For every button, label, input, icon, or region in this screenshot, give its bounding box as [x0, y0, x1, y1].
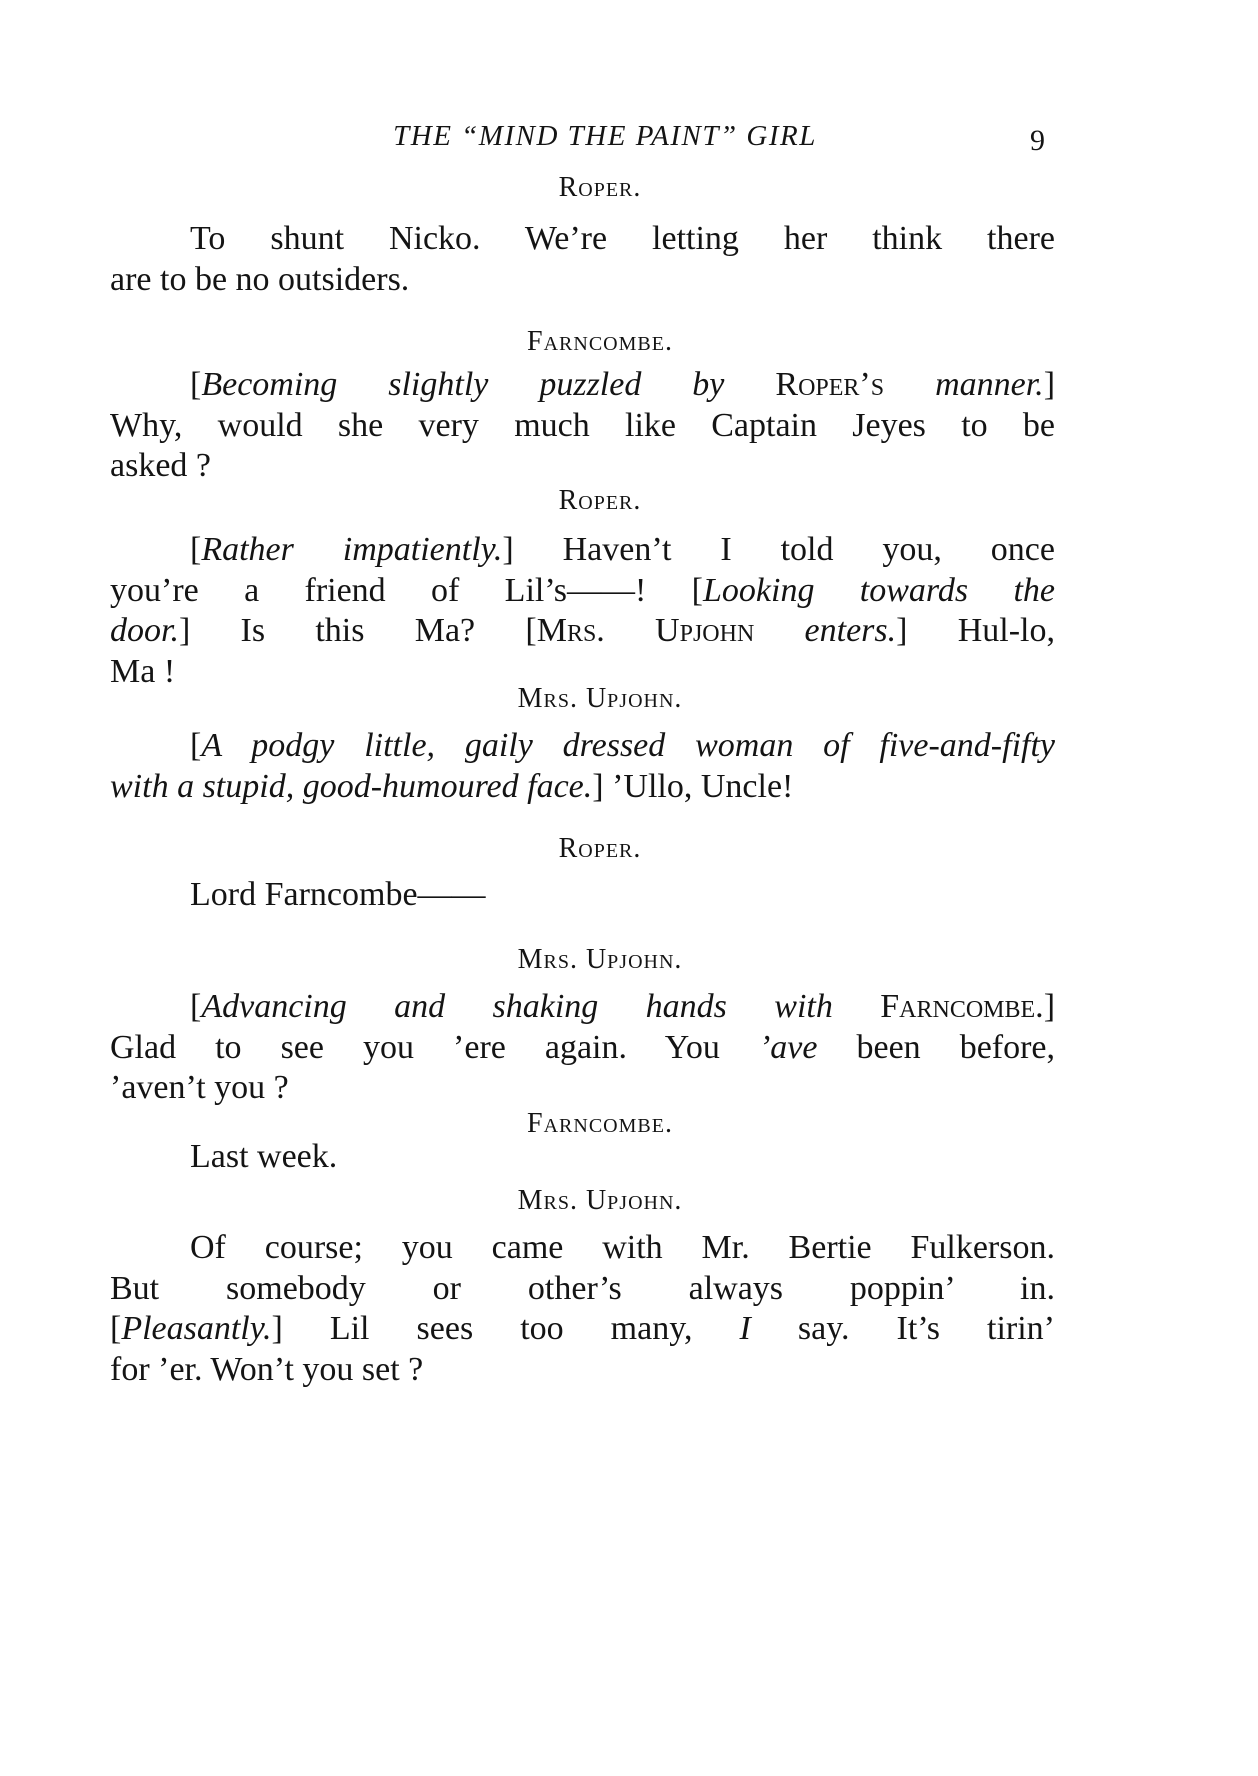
stage-direction: Pleasantly. [121, 1310, 272, 1347]
stage-direction: Rather impatiently. [201, 531, 503, 568]
dialogue-line: But somebody or other’s always poppin’ in. [110, 1269, 1055, 1307]
character-name: Roper’s [775, 366, 885, 403]
dialogue-line: Why, would she very much like Captain Jeyes to be [110, 406, 1055, 444]
stage-direction: enters. [804, 612, 897, 649]
dialogue-line: for ’er. Won’t you set ? [110, 1350, 424, 1388]
dialogue-line: To shunt Nicko. We’re letting her think there [190, 220, 1055, 257]
dialogue-line: [Advancing and shaking hands with Farncombe.] [190, 988, 1056, 1025]
dialogue-line: ’aven’t you ? [110, 1069, 289, 1106]
dialogue-paragraph [110, 530, 1055, 692]
speaker-heading: Mrs. Upjohn. [517, 683, 683, 714]
character-name: Farncombe. [880, 988, 1044, 1025]
dialogue-line: Lord Farncombe—— [190, 876, 486, 913]
stage-direction: with a stupid, good-humoured face. [110, 767, 593, 805]
dialogue-paragraph [110, 726, 1055, 807]
speaker-heading: Roper. [558, 172, 642, 203]
speaker-heading: Mrs. Upjohn. [517, 1185, 683, 1216]
stage-direction: Advancing and shaking hands with [201, 988, 833, 1025]
stage-direction: door. [110, 612, 179, 649]
stage-direction: A podgy little, gaily dressed woman of five-and-fifty [201, 727, 1055, 764]
dialogue-line: Last week. [190, 1138, 338, 1175]
speaker-heading: Mrs. Upjohn. [517, 944, 683, 975]
dialogue-paragraph [110, 365, 1056, 487]
dialogue-line: Of course; you came with Mr. Bertie Fulkerson. [190, 1229, 1055, 1266]
speaker-heading: Roper. [558, 833, 642, 864]
running-title: THE “MIND THE PAINT” GIRL [393, 120, 817, 152]
dialogue-line: Glad to see you ’ere again. You ’ave been before, [110, 1028, 1056, 1066]
bracket: ] [1043, 366, 1056, 403]
dialogue-line: with a stupid, good-humoured face.] ’Ullo, Uncle! [110, 767, 794, 805]
character-name: Mrs. Upjohn [536, 612, 755, 649]
dialogue-line: [A podgy little, gaily dressed woman of five-and-fifty [190, 727, 1055, 764]
speaker-heading: Farncombe. [527, 326, 673, 357]
speaker-heading: Roper. [558, 485, 642, 516]
dialogue-paragraph [110, 1228, 1056, 1390]
dialogue-paragraph [110, 219, 1055, 300]
dialogue-line: Ma ! [110, 652, 176, 690]
stage-direction: Becoming slightly puzzled by [201, 366, 725, 403]
dialogue-line: asked ? [110, 447, 212, 484]
stage-direction: Looking towards the [703, 571, 1055, 609]
dialogue-paragraph [150, 1137, 1055, 1178]
dialogue-line [150, 365, 1055, 406]
dialogue-line: are to be no outsiders. [110, 260, 410, 298]
dialogue-paragraph [110, 987, 1056, 1109]
dialogue-line: you’re a friend of Lil’s——! [Looking towards the [110, 571, 1055, 609]
dialogue-line: [Rather impatiently.] Haven’t I told you, once [190, 531, 1055, 568]
stage-direction: manner. [935, 366, 1044, 403]
dialogue-line: door.] Is this Ma? [Mrs. Upjohn enters.] Hul-lo, [110, 612, 1055, 649]
page-number: 9 [1030, 124, 1045, 157]
speaker-heading: Farncombe. [527, 1108, 673, 1139]
dialogue-line: [Pleasantly.] Lil sees too many, I say. It’s tirin’ [110, 1310, 1056, 1347]
bracket: [ [190, 366, 202, 403]
dialogue-paragraph [150, 875, 1055, 916]
